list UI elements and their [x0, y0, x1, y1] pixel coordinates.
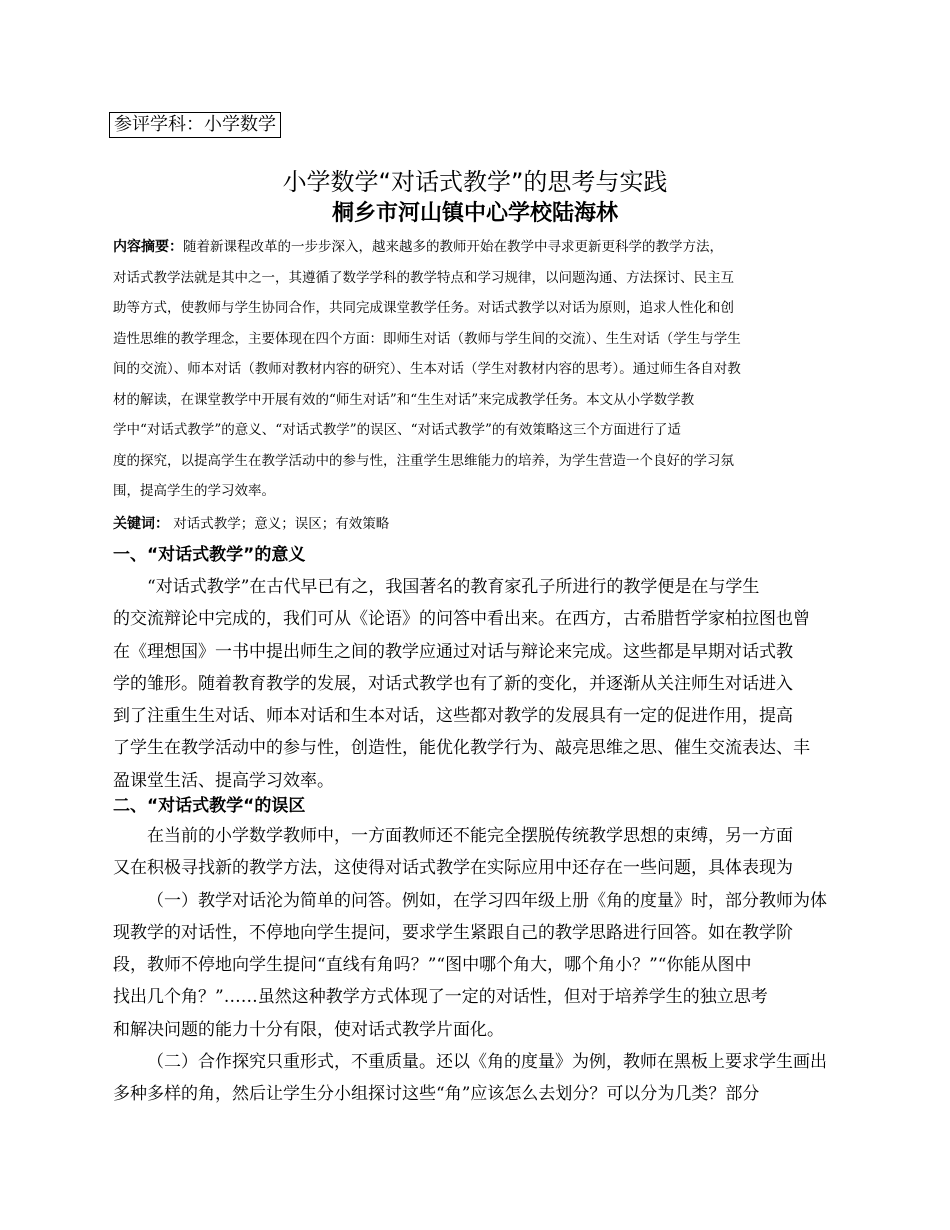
- author-line: 桐乡市河山镇中心学校陆海林: [331, 201, 618, 226]
- paragraph-line: 的交流辩论中完成的，我们可从《论语》的问答中看出来。在西方，古希腊哲学家柏拉图也曾: [113, 609, 810, 630]
- paragraph-line: 段，教师不停地向学生提问“直线有角吗？”“图中哪个角大，哪个角小？”“你能从图中: [113, 955, 752, 976]
- paragraph-line: 到了注重生生对话、师本对话和生本对话，这些都对教学的发展具有一定的促进作用，提高: [113, 706, 793, 727]
- paragraph-line: 在《理想国》一书中提出师生之间的教学应通过对话与辩论来完成。这些都是早期对话式教: [113, 641, 793, 662]
- paragraph-line: 盈课堂生活、提高学习效率。: [113, 770, 334, 791]
- paragraph-line: 学的雏形。随着教育教学的发展，对话式教学也有了新的变化，并逐渐从关注师生对话进入: [113, 673, 793, 694]
- paragraph-line: 了学生在教学活动中的参与性，创造性，能优化教学行为、敲亮思维之思、催生交流表达、丰: [113, 738, 810, 759]
- page-title: 小学数学“对话式教学”的思考与实践: [282, 168, 668, 196]
- keywords-label: 关键词：: [113, 516, 169, 532]
- abstract-line: 随着新课程改革的一步步深入，越来越多的教师开始在教学中寻求更新更科学的教学方法，: [183, 239, 723, 255]
- abstract-line: 材的解读，在课堂教学中开展有效的“师生对话”和“生生对话”来完成教学任务。本文从小学数学教: [113, 391, 695, 408]
- paragraph-line: 多种多样的角，然后让学生分小组探讨这些“角”应该怎么去划分？可以分为几类？部分: [113, 1084, 760, 1105]
- abstract-line: 对话式教学法就是其中之一，其遵循了数学学科的教学特点和学习规律，以问题沟通、方法探讨、民主互: [113, 269, 734, 286]
- subject-label: 参评学科：小学数学: [109, 112, 281, 138]
- paragraph-line: 又在积极寻找新的教学方法，这使得对话式教学在实际应用中还存在一些问题，具体表现为: [113, 858, 793, 879]
- abstract-line: 度的探究，以提高学生在教学活动中的参与性，注重学生思维能力的培养，为学生营造一个良好的学习氛: [113, 452, 734, 469]
- paragraph-line: （一）教学对话沦为简单的问答。例如，在学习四年级上册《角的度量》时，部分教师为体: [147, 890, 827, 911]
- paragraph-line: 找出几个角？”……虽然这种教学方式体现了一定的对话性，但对于培养学生的独立思考: [113, 987, 768, 1008]
- abstract-line: 围，提高学生的学习效率。: [113, 483, 275, 499]
- abstract-line: 造性思维的教学理念，主要体现在四个方面：即师生对话（教师与学生间的交流）、生生对话（学生与学生: [113, 330, 741, 347]
- abstract-line: 学中“对话式教学”的意义、“对话式教学”的误区、“对话式教学”的有效策略这三个方面进行了适: [113, 422, 681, 438]
- abstract: [113, 232, 843, 507]
- abstract-line: 间的交流）、师本对话（教师对教材内容的研究）、生本对话（学生对教材内容的思考）。通过师生各自对教: [113, 361, 741, 377]
- keywords-text: 对话式教学；意义；误区；有效策略: [173, 516, 390, 532]
- section-body: [113, 571, 845, 797]
- paragraph-line: （二）合作探究只重形式，不重质量。还以《角的度量》为例，教师在黑板上要求学生画出: [147, 1052, 827, 1073]
- abstract-line: 助等方式，使教师与学生协同合作，共同完成课堂教学任务。对话式教学以对话为原则，追求人性化和创: [113, 300, 734, 316]
- paragraph-line: 和解决问题的能力十分有限，使对话式教学片面化。: [113, 1019, 504, 1040]
- paragraph-line: 现教学的对话性，不停地向学生提问，要求学生紧跟自己的教学思路进行回答。如在教学阶: [113, 922, 793, 943]
- paragraph-line: “对话式教学”在古代早已有之，我国著名的教育家孔子所进行的教学便是在与学生: [147, 577, 760, 597]
- paragraph-line: 在当前的小学数学教师中，一方面教师还不能完全摆脱传统教学思想的束缚，另一方面: [147, 826, 793, 846]
- section-body: [113, 820, 845, 1111]
- keywords: [113, 513, 389, 535]
- abstract-label: 内容摘要：: [113, 239, 183, 255]
- section-heading: 一、“对话式教学”的意义: [113, 545, 306, 565]
- section-heading: 二、“对话式教学“的误区: [113, 796, 306, 816]
